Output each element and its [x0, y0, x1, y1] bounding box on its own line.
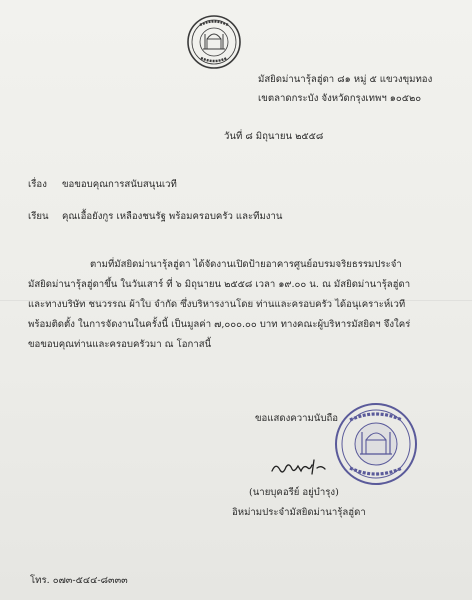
- address-line-1: มัสยิดม่านารุ้ลฮู่ดา ๘๑ หมู่ ๕ แขวงขุมทอง: [258, 74, 433, 85]
- signatory-title: อิหม่ามประจำมัสยิดม่านารุ้ลฮู่ดา: [232, 507, 366, 518]
- subject-text: ขอขอบคุณการสนับสนุนเวที: [62, 179, 177, 190]
- mosque-stamp: [334, 402, 418, 486]
- recipient-label: เรียน: [28, 211, 49, 222]
- handwritten-signature: [268, 456, 330, 478]
- subject-label: เรื่อง: [28, 179, 47, 190]
- body-line-3: และทางบริษัท ชนวรรณ ผ้าใบ จำกัด ซึ่งบริหารงานโดย ท่านและครอบครัว ได้อนุเคราะห์เวที: [28, 299, 406, 310]
- closing-text: ขอแสดงความนับถือ: [255, 413, 339, 424]
- address-line-2: เขตลาดกระบัง จังหวัดกรุงเทพฯ ๑๐๕๒๐: [258, 93, 422, 104]
- body-line-1: ตามที่มัสยิดม่านารุ้ลฮู่ดา ได้จัดงานเปิดป้ายอาคารศูนย์อบรมจริยธรรมประจำ: [90, 259, 402, 270]
- body-line-5: ขอขอบคุณท่านและครอบครัวมา ณ โอกาสนี้: [28, 339, 212, 350]
- recipient-text: คุณเอื้อยังกูร เหลืองชนรัฐ พร้อมครอบครัว และทีมงาน: [62, 211, 283, 222]
- letter-date: วันที่ ๘ มิถุนายน ๒๕๕๘: [224, 131, 324, 142]
- signatory-name: (นายบุคอรีย์ อยู่บำรุง): [249, 487, 339, 498]
- body-line-2: มัสยิดม่านารุ้ลฮู่ดาขึ้น ในวันเสาร์ ที่ ๖ มิถุนายน ๒๕๕๘ เวลา ๑๙.๐๐ น. ณ มัสยิดม่านารุ้ลฮู่ดา: [28, 279, 411, 290]
- phone-number: โทร. ๐๗๓-๕๔๔-๘๓๓๓: [30, 575, 128, 586]
- mosque-logo: [186, 14, 242, 70]
- body-line-4: พร้อมติดตั้ง ในการจัดงานในครั้งนี้ เป็นมูลค่า ๗,๐๐๐.๐๐ บาท ทางคณะผู้บริหารมัสยิดฯ จึงใคร่: [28, 319, 411, 330]
